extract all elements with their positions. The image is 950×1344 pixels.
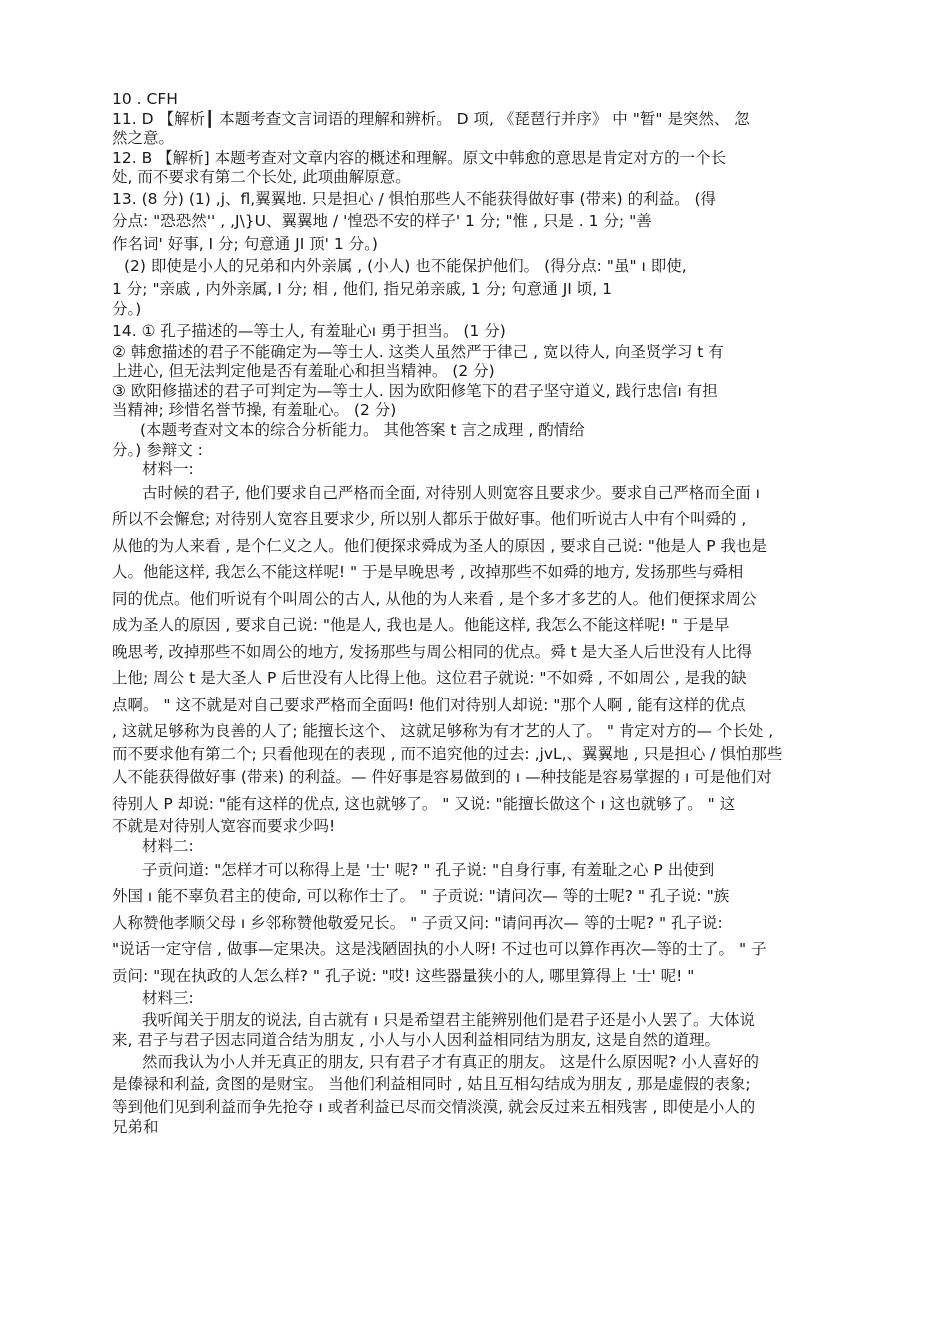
answer-13-line: 1 分; "亲戚 , 内外亲属, I 分; 相 , 他们, 指兄弟亲戚, 1 分; 句意通 JI 顷, 1	[112, 279, 612, 298]
material-1-line: 所以不会懈怠; 对待别人宽容且要求少, 所以别人都乐于做好事。他们听说古人中有个叫舜的 ,	[112, 510, 747, 529]
answer-14-line: ② 韩愈描述的君子不能确定为—等士人. 这类人虽然严于律己 , 宽以待人, 向圣贤学习 t 有	[112, 342, 724, 361]
answer-14-line: 14. ① 孔子描述的—等士人, 有羞耻心ı 勇于担当。 (1 分)	[112, 322, 506, 341]
answer-14-line: (本题考查对文本的综合分析能力。 其他答案 t 言之成理 , 酌情给	[140, 420, 585, 439]
material-3-line: 兄弟和	[112, 1118, 159, 1137]
material-1-title: 材料一:	[142, 460, 194, 479]
answer-11-line: 然之意。	[112, 129, 175, 148]
answer-13-line: 作名词' 好事, I 分; 句意通 JI 顶' 1 分。)	[112, 234, 378, 253]
answer-14-line: 当精神; 珍惜名誉节操, 有羞耻心。 (2 分)	[112, 401, 397, 420]
material-1-line: 从他的为人来看 , 是个仁义之人。他们便探求舜成为圣人的原因 , 要求自己说: "他是人 P 我也是	[112, 536, 768, 555]
material-1-line: 上他; 周公 t 是大圣人 P 后世没有人比得上他。这位君子就说: "不如舜 , 不如周公 , 是我的缺	[112, 669, 747, 688]
material-1-line: 待别人 P 却说: "能有这样的优点, 这也就够了。 " 又说: "能擅长做这个 ı 这也就够了。 " 这	[112, 794, 736, 813]
material-2-line: 子贡问道: "怎样才可以称得上是 '士' 呢? " 孔子说: "自身行事, 有羞耻之心 P 出使到	[142, 860, 715, 879]
answer-13-line: 13. (8 分) (1) ,j、fl,翼翼地. 只是担心 / 惧怕那些人不能获得做好事 (带来) 的利益。 (得	[112, 189, 717, 208]
material-2-line: 外国 ı 能不辜负君主的使命, 可以称作士了。 " 子贡说: "请问次— 等的士呢? " 孔子说: "族	[112, 887, 730, 905]
material-2-line: 贡问: "现在执政的人怎么样? " 孔子说: "哎! 这些器量狭小的人, 哪里算得上 '士' 呢! "	[112, 966, 695, 985]
material-3-line: 是傣禄和利益, 贪图的是财宝。 当他们利益相同时 , 姑且互相勾结成为朋友 , 那是虚假的表象;	[112, 1075, 751, 1094]
answer-13-line: 分。)	[112, 300, 142, 319]
answer-11-line: 11. D 【解析┃ 本题考查文言词语的理解和辨析。 D 项, 《琵琶行并序》 中 "暂" 是突然、 忽	[112, 109, 750, 128]
material-1-line: 晚思考, 改掉那些不如周公的地方, 发扬那些与周公相同的优点。舜 t 是大圣人后世没有人比得	[112, 642, 753, 661]
material-3-line: 等到他们见到利益而争先抢夺 ı 或者利益已尽而交情淡漠, 就会反过来五相残害 , 即使是小人的	[112, 1097, 756, 1116]
answer-13-line: 分点: "恐恐然'' , ,J\}U、翼翼地 / '惶恐不安的样子' 1 分; "惟 , 只是 . 1 分; "善	[112, 212, 652, 231]
answer-key-page	[112, 90, 840, 1138]
material-1-line: 而不要求他有第二个; 只看他现在的表现 , 而不追究他的过去: ,jvL,、翼翼地 , 只是担心 / 惧怕那些	[112, 744, 783, 763]
material-3-title: 材料三:	[142, 989, 194, 1007]
material-1-line: 点啊。 " 这不就是对自己要求严格而全面吗! 他们对待别人却说: "那个人啊 , 能有这样的优点	[112, 695, 746, 714]
material-2-line: 人称赞他孝顺父母 ı 乡邻称赞他敬爱兄长。 " 子贡又问: "请问再次— 等的士呢? " 孔子说:	[112, 913, 723, 932]
answer-14-line: 分。) 参辩文 :	[112, 440, 203, 459]
material-2-line: "说话一定守信 , 做事—定果决。这是浅陋固执的小人呀! 不过也可以算作再次—等的士了。 " 子	[112, 940, 767, 958]
material-1-line: 人。他能这样, 我怎么不能这样呢! " 于是早晚思考 , 改掉那些不如舜的地方, 发扬那些与舜相	[112, 563, 744, 582]
material-1-line: 古时候的君子, 他们要求自己严格而全面, 对待别人则宽容且要求少。要求自己严格而全面 ı	[142, 483, 760, 502]
material-1-line: 成为圣人的原因 , 要求自己说: "他是人, 我也是人。他能这样, 我怎么不能这样呢! " 于是早	[112, 616, 730, 635]
material-3-line: 来, 君子与君子因志同道合结为朋友 , 小人与小人因利益相同结为朋友, 这是自然的道理。	[112, 1031, 720, 1050]
answer-14-line: 上进心, 但无法判定他是否有羞耻心和担当精神。 (2 分)	[112, 362, 495, 381]
material-2-title: 材料二:	[142, 836, 194, 855]
material-3-line: 我听闻关于朋友的说法, 自古就有 ı 只是希望君主能辨别他们是君子还是小人罢了。大体说	[142, 1010, 756, 1029]
answer-10: 10 . CFH	[112, 90, 178, 108]
material-1-line: 人不能获得做好事 (带来) 的利益。— 件好事是容易做到的 ı —种技能是容易掌握的 ı 可是他们对	[112, 768, 772, 787]
answer-12-line: 处, 而不要求有第二个长处, 此项曲解原意。	[112, 168, 411, 187]
material-1-line: 同的优点。他们听说有个叫周公的古人, 从他的为人来看 , 是个多才多艺的人。他们便探求周公	[112, 589, 757, 608]
material-1-line: 不就是对待别人宽容而要求少吗!	[112, 817, 336, 836]
answer-12-line: 12. B 【解析] 本题考查对文章内容的概述和理解。原文中韩愈的意思是肯定对方的一个长	[112, 148, 727, 167]
material-1-line: , 这就足够称为良善的人了; 能擅长这个、 这就足够称为有才艺的人了。 " 肯定对方的— 个长处 ,	[112, 722, 774, 741]
material-3-line: 然而我认为小人并无真正的朋友, 只有君子才有真正的朋友。 这是什么原因呢? 小人喜好的	[142, 1052, 759, 1071]
answer-14-line: ③ 欧阳修描述的君子可判定为—等士人. 因为欧阳修笔下的君子坚守道义, 践行忠信ı 有担	[112, 381, 718, 400]
answer-13-line: (2) 即使是小人的兄弟和内外亲属 , (小人) 也不能保护他们。 (得分点: "虽" ı 即使,	[124, 257, 687, 276]
